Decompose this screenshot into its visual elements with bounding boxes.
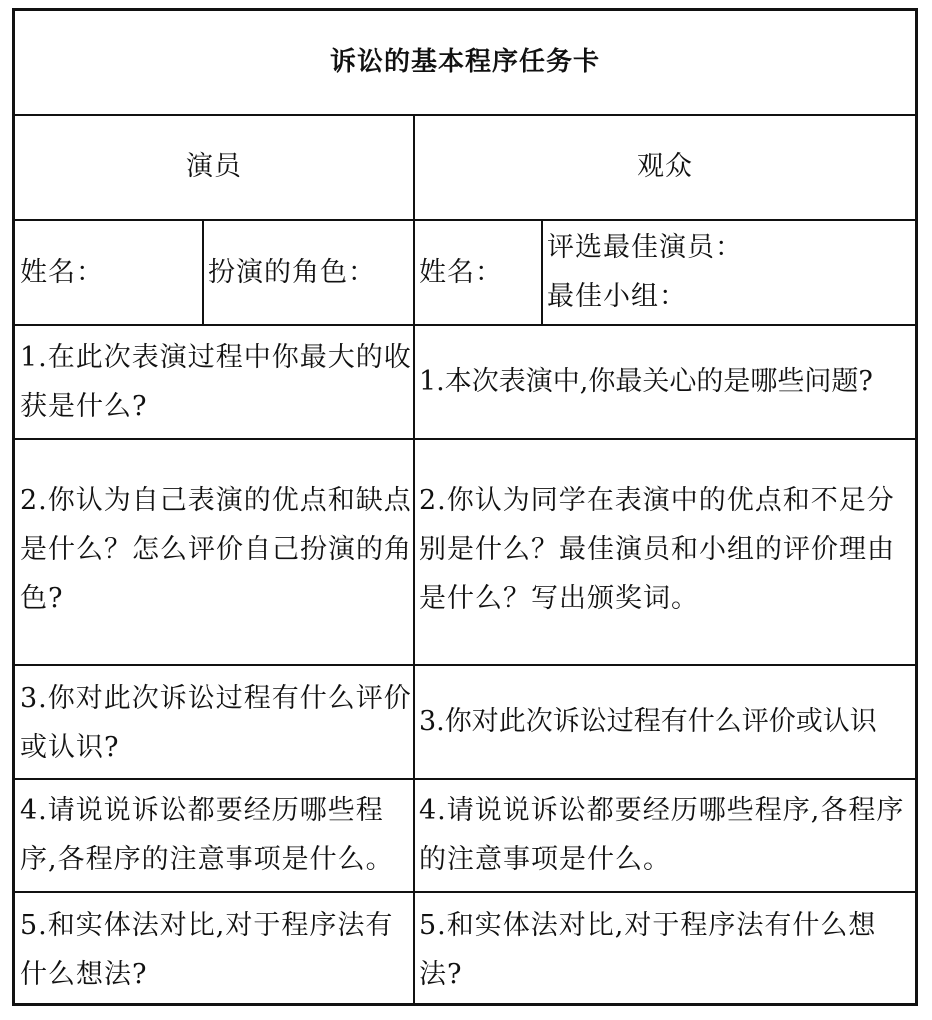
actor-column-header: 演员 bbox=[186, 151, 242, 182]
best-actor-label: 评选最佳演员： bbox=[547, 232, 743, 263]
row-divider bbox=[15, 778, 915, 780]
actor-role-field: 扮演的角色： bbox=[208, 257, 376, 288]
audience-question-5: 5.和实体法对比,对于程序法有什么想法? bbox=[419, 910, 877, 990]
audience-column-header: 观众 bbox=[637, 151, 693, 182]
row-divider bbox=[15, 664, 915, 666]
actor-question-1: 1.在此次表演过程中你最大的收获是什么? bbox=[20, 342, 412, 422]
row-divider bbox=[15, 114, 915, 116]
best-group-label: 最佳小组： bbox=[547, 281, 687, 312]
column-divider bbox=[541, 219, 543, 324]
row-divider bbox=[15, 891, 915, 893]
audience-question-2: 2.你认为同学在表演中的优点和不足分别是什么？最佳演员和小组的评价理由是什么？写出颁奖词。 bbox=[419, 485, 895, 614]
row-divider bbox=[15, 438, 915, 440]
actor-question-2: 2.你认为自己表演的优点和缺点是什么？怎么评价自己扮演的角色? bbox=[20, 485, 412, 614]
row-divider bbox=[15, 324, 915, 326]
actor-name-field: 姓名： bbox=[20, 257, 104, 288]
audience-question-4: 4.请说说诉讼都要经历哪些程序,各程序的注意事项是什么。 bbox=[419, 795, 905, 875]
actor-question-3: 3.你对此次诉讼过程有什么评价或认识? bbox=[20, 683, 412, 763]
audience-question-1: 1.本次表演中,你最关心的是哪些问题? bbox=[419, 366, 873, 397]
audience-question-3: 3.你对此次诉讼过程有什么评价或认识 bbox=[419, 706, 877, 737]
row-divider bbox=[15, 219, 915, 221]
best-actor-field bbox=[547, 223, 913, 321]
actor-question-4: 4.请说说诉讼都要经历哪些程序,各程序的注意事项是什么。 bbox=[20, 795, 394, 875]
audience-name-field: 姓名： bbox=[419, 257, 503, 288]
actor-question-5: 5.和实体法对比,对于程序法有什么想法? bbox=[20, 910, 394, 990]
card-title: 诉讼的基本程序任务卡 bbox=[329, 47, 600, 77]
task-card bbox=[12, 8, 918, 1006]
column-divider bbox=[413, 114, 415, 1003]
column-divider bbox=[202, 219, 204, 324]
